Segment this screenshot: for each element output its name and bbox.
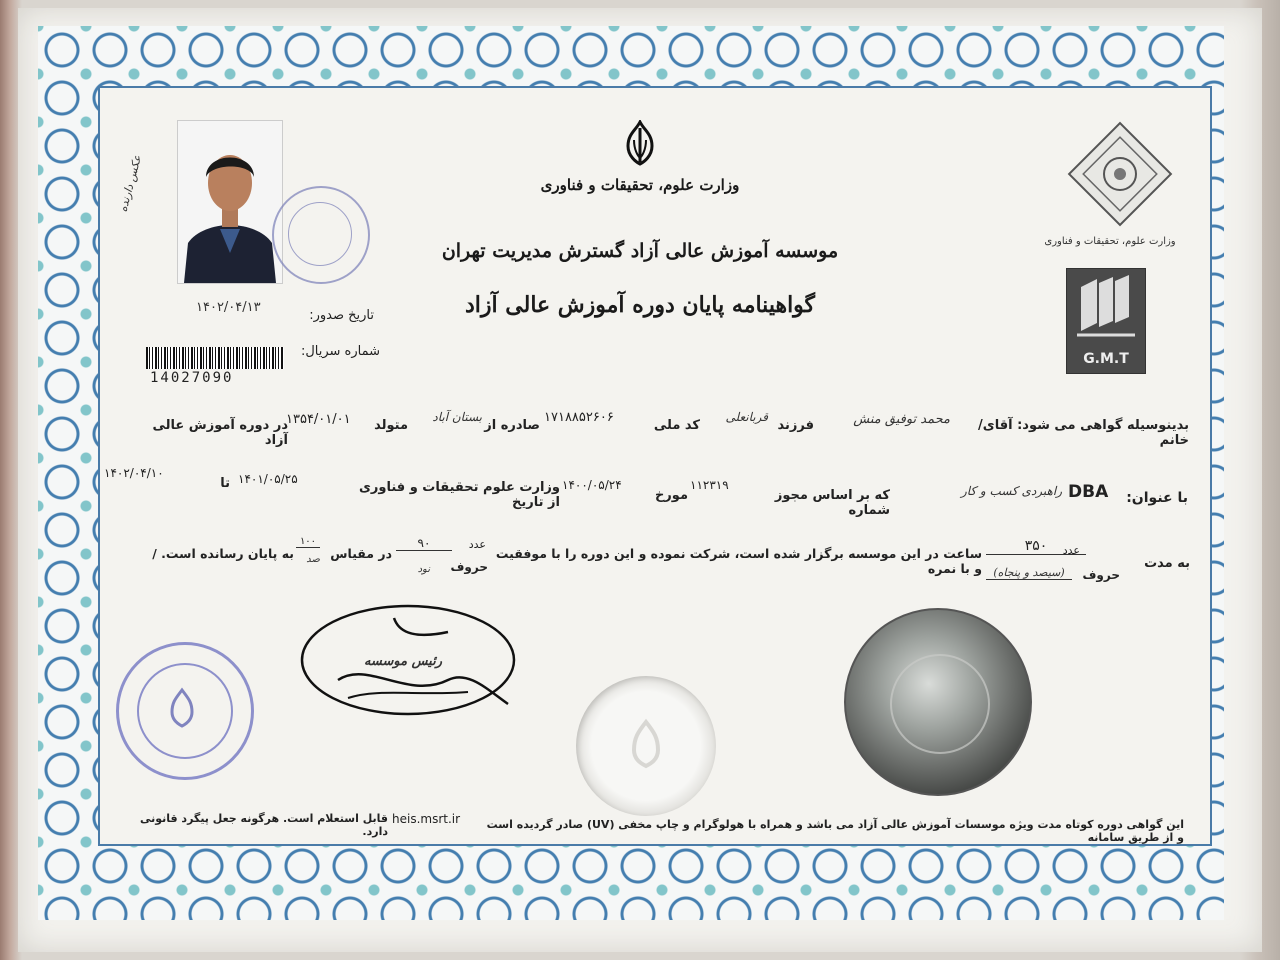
father-label: فرزند [777, 418, 814, 433]
issue-date-value: ۱۴۰۲/۰۴/۱۳ [196, 300, 261, 315]
serial-barcode [146, 347, 284, 369]
license-number: ۱۱۲۳۱۹ [690, 478, 729, 492]
serial-number: 14027090 [150, 370, 234, 386]
iran-emblem-icon [618, 120, 662, 166]
end-text: به پایان رسانده است. / [152, 546, 294, 561]
license-text: که بر اساس مجوز شماره [774, 488, 890, 518]
born-label: متولد [374, 418, 408, 433]
gmt-logo [1066, 268, 1146, 374]
hours-words: (سیصد و پنجاه) [986, 566, 1072, 580]
issued-place: بستان آباد [432, 410, 482, 424]
dated-label: مورخ [654, 488, 688, 503]
hours-number-label: عدد [1062, 544, 1080, 557]
deputy-seal [272, 186, 370, 284]
hologram-seal [844, 608, 1032, 796]
issued-label: صادره از [484, 418, 540, 433]
code-label: کد ملی [653, 418, 700, 433]
grade-letters-label: حروف [450, 560, 488, 574]
embossed-emblem-icon [576, 676, 716, 816]
embossed-seal [576, 676, 716, 816]
hours-letters-label: حروف [1082, 568, 1120, 582]
issue-date-label: تاریخ صدور: [309, 308, 374, 323]
grade-words: نود [417, 564, 430, 575]
scale-number: ۱۰۰ [296, 536, 320, 548]
logo-caption: وزارت علوم، تحقیقات و فناوری [1044, 236, 1176, 247]
hours-number: ۳۵۰ [986, 538, 1086, 555]
to-label: تا [220, 476, 230, 491]
title-label: با عنوان: [1126, 490, 1188, 506]
seal-emblem-icon [116, 642, 248, 774]
father-name: قربانعلی [725, 410, 768, 424]
holder-photo [177, 120, 283, 284]
footer-note-part1: این گواهی دوره کوتاه مدت ویژه موسسات آموزش عالی آزاد می باشد و همراه با هولوگرام و چاپ مخفی (UV) صادر گردیده است و از طریق سامانه [486, 818, 1184, 844]
ministry-logo-icon [1064, 118, 1176, 230]
ministry-from: وزارت علوم تحقیقات و فناوری از تاریخ [358, 480, 560, 510]
to-date: ۱۴۰۲/۰۴/۱۰ [104, 466, 164, 480]
course-code: DBA [1068, 482, 1109, 502]
gmt-book-icon [1067, 269, 1145, 349]
duration-prefix: به مدت [1144, 556, 1190, 571]
serial-label: شماره سریال: [300, 344, 380, 359]
scale-text: در مقیاس [330, 546, 392, 561]
scale-words: صد [306, 554, 320, 565]
national-code: ۱۷۱۸۸۵۲۶۰۶ [544, 410, 614, 425]
holder-name: محمد توفیق منش [853, 412, 950, 427]
certificate-title: گواهینامه پایان دوره آموزش عالی آزاد [464, 292, 816, 318]
ministry-title: وزارت علوم، تحقیقات و فناوری [540, 176, 740, 194]
footer-website[interactable]: heis.msrt.ir [392, 812, 461, 826]
grade-number: ۹۰ [396, 536, 452, 551]
from-date: ۱۴۰۱/۰۵/۲۵ [238, 472, 298, 486]
gmt-label: G.M.T [1083, 351, 1129, 367]
institute-seal [116, 642, 254, 780]
license-date: ۱۴۰۰/۰۵/۲۴ [562, 478, 622, 492]
footer-note-part2: قابل استعلام است. هرگونه جعل پیگرد قانونی دارد. [139, 812, 388, 838]
institute-name: موسسه آموزش عالی آزاد گسترش مدیریت تهران [441, 240, 839, 262]
line1-prefix: بدینوسیله گواهی می شود: آقای/خانم [978, 418, 1189, 448]
signature-title: رئیس موسسه [363, 654, 442, 669]
photo-label: عکس دارنده [116, 153, 145, 214]
grade-number-label: عدد [468, 538, 486, 551]
birth-date: ۱۳۵۴/۰۱/۰۱ [286, 412, 351, 427]
course-suffix: در دوره آموزش عالی آزاد [152, 418, 288, 448]
course-name: راهبردی کسب و کار [960, 484, 1062, 498]
hours-text: ساعت در این موسسه برگزار شده است، شرکت نموده و این دوره را با موفقیت و با نمره [495, 546, 982, 576]
